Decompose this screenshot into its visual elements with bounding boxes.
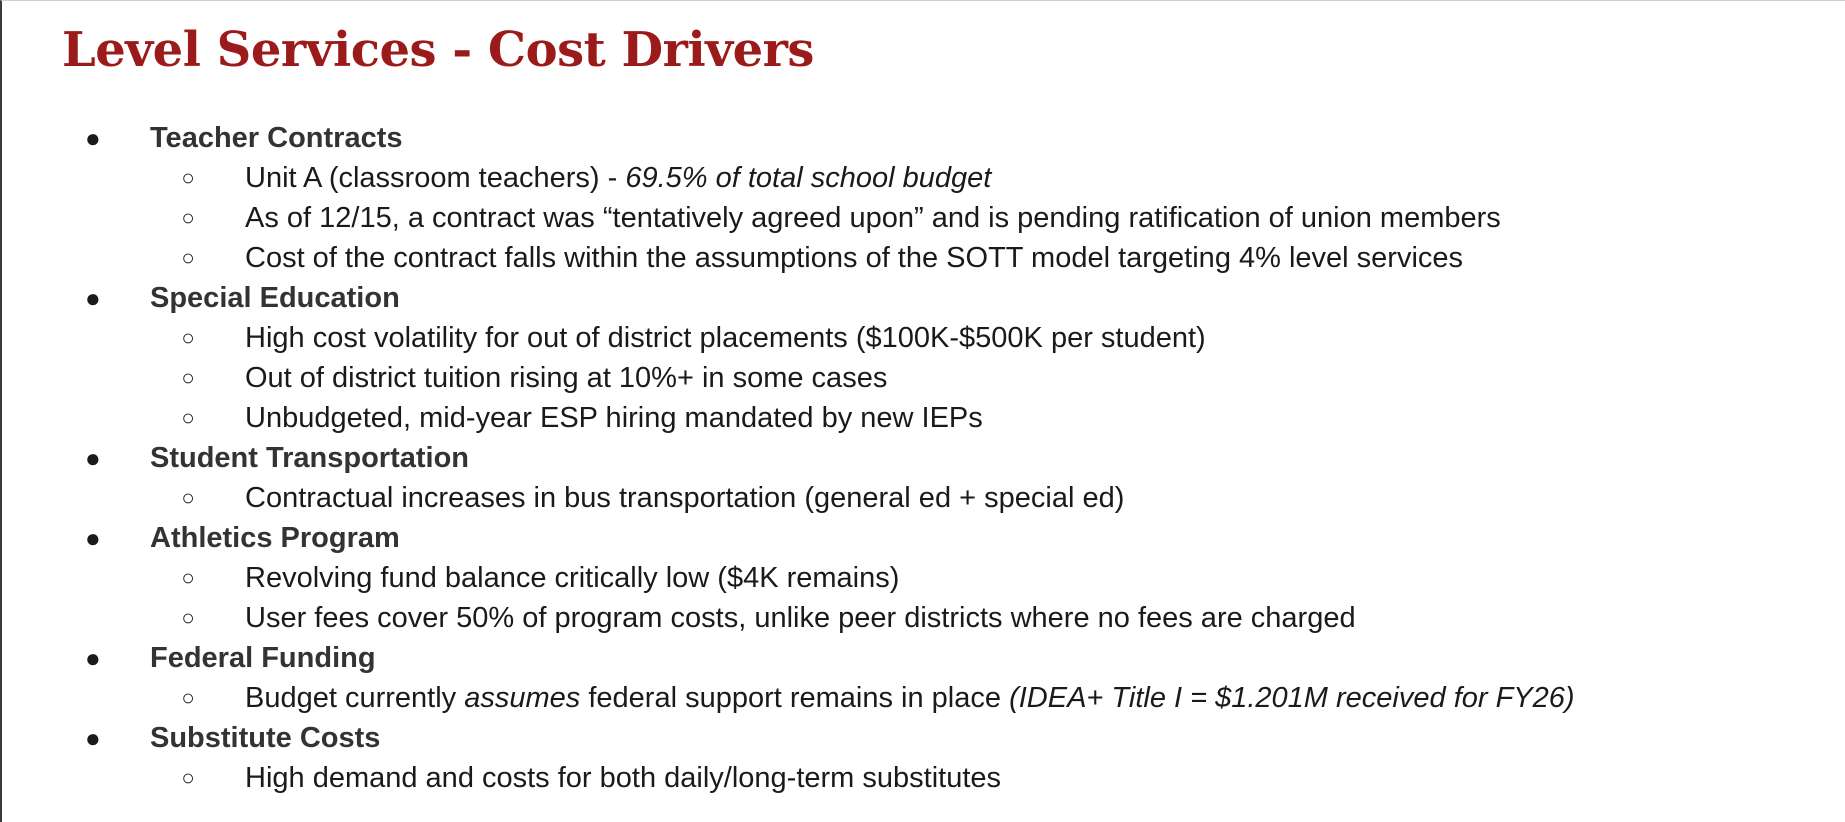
slide bbox=[2, 1, 1845, 822]
sub-bullet-row bbox=[2, 358, 1845, 398]
sub-bullet-marker: ○ bbox=[181, 205, 195, 230]
sub-bullet-row bbox=[2, 238, 1845, 278]
sub-bullet-row bbox=[2, 758, 1845, 798]
sub-bullet-text: Contractual increases in bus transportation (general ed + special ed) bbox=[245, 482, 1125, 514]
bullet-marker: ● bbox=[85, 523, 101, 553]
sub-bullet-marker: ○ bbox=[181, 365, 195, 390]
sub-bullet-text: High demand and costs for both daily/long-term substitutes bbox=[245, 762, 1002, 794]
sub-bullet-italic: (IDEA+ Title I = $1.201M received for FY26) bbox=[1009, 682, 1575, 714]
sub-bullet-row bbox=[2, 478, 1845, 518]
bullet-marker: ● bbox=[85, 443, 101, 473]
section-heading-row bbox=[2, 518, 1845, 558]
sub-bullet-marker: ○ bbox=[181, 605, 195, 630]
section-heading: Federal Funding bbox=[150, 642, 376, 674]
sub-bullet-plain: Budget currently bbox=[245, 682, 465, 714]
bullet-marker: ● bbox=[85, 723, 101, 753]
section-heading-row bbox=[2, 718, 1845, 758]
sub-bullet-text: User fees cover 50% of program costs, unlike peer districts where no fees are charged bbox=[245, 602, 1356, 634]
bullet-list bbox=[2, 118, 1845, 798]
sub-bullet-marker: ○ bbox=[181, 765, 195, 790]
sub-bullet-text: High cost volatility for out of district placements ($100K-$500K per student) bbox=[245, 322, 1206, 354]
section-heading-row bbox=[2, 278, 1845, 318]
section-heading: Teacher Contracts bbox=[150, 122, 403, 154]
sub-bullet-text: As of 12/15, a contract was “tentatively agreed upon” and is pending ratification of union members bbox=[245, 202, 1501, 234]
sub-bullet-row bbox=[2, 598, 1845, 638]
section-heading-row bbox=[2, 438, 1845, 478]
bullet-marker: ● bbox=[85, 643, 101, 673]
section-heading-row bbox=[2, 118, 1845, 158]
section-heading: Special Education bbox=[150, 282, 400, 314]
sub-bullet-marker: ○ bbox=[181, 565, 195, 590]
sub-bullet-text: Out of district tuition rising at 10%+ in some cases bbox=[245, 362, 888, 394]
sub-bullet-row bbox=[2, 558, 1845, 598]
sub-bullet-italic: 69.5% of total school budget bbox=[625, 162, 992, 194]
sub-bullet-plain: federal support remains in place bbox=[580, 682, 1010, 714]
sub-bullet-row bbox=[2, 318, 1845, 358]
section-heading: Substitute Costs bbox=[150, 722, 381, 754]
sub-bullet-text bbox=[245, 678, 1575, 718]
sub-bullet-marker: ○ bbox=[181, 685, 195, 710]
sub-bullet-marker: ○ bbox=[181, 325, 195, 350]
section-heading-row bbox=[2, 638, 1845, 678]
sub-bullet-row bbox=[2, 398, 1845, 438]
sub-bullet-marker: ○ bbox=[181, 405, 195, 430]
sub-bullet-row bbox=[2, 158, 1845, 198]
sub-bullet-text: Revolving fund balance critically low ($4K remains) bbox=[245, 562, 900, 594]
sub-bullet-text bbox=[245, 158, 991, 198]
sub-bullet-row bbox=[2, 198, 1845, 238]
sub-bullet-text: Unbudgeted, mid-year ESP hiring mandated by new IEPs bbox=[245, 402, 983, 434]
bullet-marker: ● bbox=[85, 283, 101, 313]
sub-bullet-marker: ○ bbox=[181, 165, 195, 190]
sub-bullet-marker: ○ bbox=[181, 485, 195, 510]
section-heading: Student Transportation bbox=[150, 442, 469, 474]
sub-bullet-marker: ○ bbox=[181, 245, 195, 270]
sub-bullet-plain: Unit A (classroom teachers) - bbox=[245, 162, 626, 194]
sub-bullet-italic: assumes bbox=[464, 682, 581, 714]
sub-bullet-text: Cost of the contract falls within the assumptions of the SOTT model targeting 4% level services bbox=[245, 242, 1464, 274]
bullet-marker: ● bbox=[85, 123, 101, 153]
section-heading: Athletics Program bbox=[150, 522, 400, 554]
slide-title: Level Services - Cost Drivers bbox=[62, 22, 814, 78]
sub-bullet-row bbox=[2, 678, 1845, 718]
